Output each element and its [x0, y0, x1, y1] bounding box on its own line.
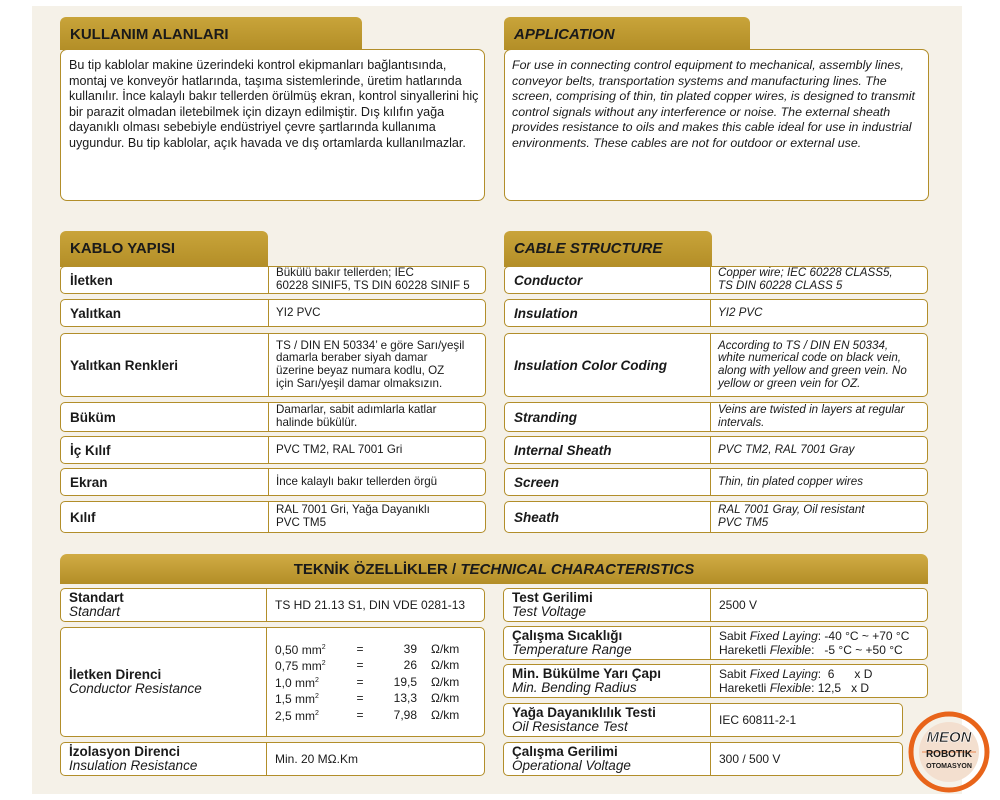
row-value: PVC TM2, RAL 7001 Gri [276, 442, 403, 456]
resistance-unit: Ω/km [431, 674, 460, 689]
row-label: Büküm [61, 403, 269, 431]
resistance-unit: Ω/km [431, 658, 460, 673]
resistance-value: 7,98 [393, 707, 417, 722]
logo-text-2: ROBOTIK [925, 749, 973, 760]
size-value: 0,50 [275, 642, 299, 657]
structure-tr-title: KABLO YAPISI [60, 231, 268, 267]
structure-tr-row [60, 402, 486, 432]
resistance-value: 19,5 [393, 674, 417, 689]
structure-tr-row [60, 333, 486, 397]
label-tr: Min. Bükülme Yarı Çapı [512, 666, 662, 681]
conductor-size [275, 657, 345, 673]
row-value: İnce kalaylı bakır tellerden örgü [276, 474, 438, 488]
row-label: Sheath [505, 502, 711, 532]
row-value: YI2 PVC [276, 305, 321, 319]
row-value: Copper wire; IEC 60228 CLASS5, TS DIN 60228 CLASS 5 [718, 266, 893, 292]
resistance-row [60, 627, 485, 737]
size-unit-sup: 2 [315, 676, 319, 684]
label-en: Conductor Resistance [69, 681, 202, 696]
resistance-table-row [275, 674, 484, 690]
row-value: Thin, tin plated copper wires [718, 474, 863, 488]
structure-en-title: CABLE STRUCTURE [504, 231, 712, 267]
usage-tr-text: Bu tip kablolar makine üzerindeki kontrol ekipmanları bağlantısında, montaj ve konveyör hatlarında, taşıma sistemlerinde, üretim hatlarında kullanılır. İnce kalaylı bakır tellerden örülmüş ekran, kontrol sinyallerini hiç bir parazit olmadan iletebilmek için dizayn edilmiştir. Dış kılıfın yağa dayanıklı olması sebebiyle endüstriyel çevre şartlarında kullanıma uygundur. Bu tip kablolar, açık havada ve dış ortamlarda kullanılmazlar. [69, 58, 479, 150]
row-label: Yalıtkan Renkleri [61, 334, 269, 396]
usage-en-text: For use in connecting control equipment to mechanical, assembly lines, conveyor belts, transportation systems and manufacturing lines. The screen, comprising of thin, tin plated copper wires, is designed to transmit control signals without any interference or noise. The external sheath provides resistance to oils and makes this cable ideal for use in industrial environments. These cables are not for outdoor or external use. [512, 58, 915, 150]
label-en: Standart [69, 604, 121, 619]
label-en: Operational Voltage [512, 758, 631, 773]
row-label: İç Kılıf [61, 437, 269, 463]
mode-tr: Sabit [719, 667, 747, 681]
row-label: Ekran [61, 469, 269, 495]
insulation-resistance-label [61, 743, 267, 775]
equals-sign: = [356, 641, 364, 656]
standard-value: TS HD 21.13 S1, DIN VDE 0281-13 [275, 598, 466, 612]
label-tr: Yağa Dayanıklılık Testi [512, 705, 656, 720]
logo-text-1: MEON [926, 729, 972, 746]
conductor-size [275, 690, 345, 706]
structure-en-row [504, 402, 928, 432]
size-unit-sup: 2 [321, 660, 326, 668]
size-unit: mm [301, 642, 322, 657]
row-value: Veins are twisted in layers at regular intervals. [718, 403, 905, 429]
label-en: Insulation Resistance [69, 758, 198, 773]
row-value: RAL 7001 Gri, Yağa Dayanıklı PVC TM5 [276, 503, 430, 529]
oil-test-label [504, 704, 711, 736]
resistance-unit: Ω/km [431, 707, 460, 722]
logo-text-3: OTOMASYON [926, 763, 972, 770]
size-unit-sup: 2 [315, 693, 319, 701]
row-label: Screen [505, 469, 711, 495]
resistance-table-row [275, 707, 484, 723]
usage-tr-title: KULLANIM ALANLARI [60, 17, 362, 50]
bending-row [503, 664, 928, 698]
resistance-table [275, 641, 484, 723]
structure-en-row [504, 299, 928, 327]
bending-values [711, 665, 927, 697]
row-label: Yalıtkan [61, 300, 269, 326]
label-en: Oil Resistance Test [512, 719, 628, 734]
mode-en: Fixed Laying [749, 667, 818, 681]
temperature-values [711, 627, 927, 659]
equals-sign: = [356, 707, 364, 722]
resistance-unit: Ω/km [431, 691, 460, 706]
resistance-table-row [275, 641, 484, 657]
size-value: 2,5 [275, 708, 292, 723]
size-unit: mm [295, 692, 316, 707]
mode-en: Fixed Laying [749, 629, 818, 643]
resistance-table-row [275, 657, 484, 673]
label-tr: İzolasyon Direnci [69, 744, 181, 759]
row-value: PVC TM2, RAL 7001 Gray [718, 442, 855, 456]
size-value: 1,5 [275, 692, 292, 707]
size-unit: mm [295, 708, 316, 723]
operating-voltage-value: 300 / 500 V [719, 752, 781, 766]
size-unit: mm [301, 659, 322, 674]
label-tr: Çalışma Gerilimi [512, 744, 618, 759]
standard-row [60, 588, 485, 622]
resistance-table-row [275, 690, 484, 706]
structure-en-row [504, 436, 928, 464]
insulation-resistance-value: Min. 20 MΩ.Km [275, 752, 358, 766]
label-tr: Standart [69, 590, 124, 605]
operating-voltage-label [504, 743, 711, 775]
row-label: Kılıf [61, 502, 269, 532]
temperature-row [503, 626, 928, 660]
standard-label [61, 589, 267, 621]
equals-sign: = [356, 691, 364, 706]
structure-en-row [504, 468, 928, 496]
conductor-size [275, 707, 345, 723]
label-tr: İletken Direnci [69, 667, 162, 682]
row-value: TS / DIN EN 50334’ e göre Sarı/yeşil damarla beraber siyah damar üzerine beyaz numara kodlu, OZ için Sarı/yeşil damar olmaksızın. [276, 338, 465, 390]
conductor-size [275, 641, 345, 657]
test-voltage-value: 2500 V [719, 598, 758, 612]
size-unit-sup: 2 [321, 643, 326, 651]
bending-flexible [719, 681, 927, 695]
insulation-resistance-row [60, 742, 485, 776]
size-value: 0,75 [275, 659, 299, 674]
resistance-value: 13,3 [393, 691, 417, 706]
usage-en-title: APPLICATION [504, 17, 750, 50]
resistance-label [61, 628, 267, 736]
resistance-value: 39 [403, 641, 417, 656]
label-tr: Test Gerilimi [512, 590, 593, 605]
row-label: Conductor [505, 267, 711, 293]
bending-label [504, 665, 711, 697]
bending-fixed-value: : 6 x D [817, 667, 873, 681]
conductor-size [275, 674, 345, 690]
resistance-value: 26 [403, 658, 417, 673]
row-label: Insulation [505, 300, 711, 326]
structure-tr-row [60, 266, 486, 294]
temperature-flexible-value: : -5 °C ~ +50 °C [811, 643, 903, 657]
structure-en-row [504, 501, 928, 533]
test-voltage-label [504, 589, 711, 621]
technical-title-tr: TEKNİK ÖZELLİKLER / [293, 560, 457, 578]
temperature-label [504, 627, 711, 659]
resistance-table-cell [267, 628, 484, 736]
size-unit-sup: 2 [315, 709, 319, 717]
structure-tr-row [60, 436, 486, 464]
oil-test-row [503, 703, 903, 737]
resistance-unit: Ω/km [431, 641, 460, 656]
label-en: Min. Bending Radius [512, 680, 637, 695]
label-tr: Çalışma Sıcaklığı [512, 628, 623, 643]
structure-tr-row [60, 468, 486, 496]
row-label: Stranding [505, 403, 711, 431]
row-label: Insulation Color Coding [505, 334, 711, 396]
row-value: Damarlar, sabit adımlarla katlar halinde bükülür. [276, 403, 437, 429]
mode-en: Flexible [769, 681, 812, 695]
row-label: İletken [61, 267, 269, 293]
equals-sign: = [356, 658, 364, 673]
size-unit: mm [295, 675, 316, 690]
bending-fixed [719, 667, 927, 681]
technical-title-en: TECHNICAL CHARACTERISTICS [460, 560, 695, 578]
structure-en-row [504, 333, 928, 397]
operating-voltage-row [503, 742, 903, 776]
row-value: According to TS / DIN EN 50334, white numerical code on black vein, along with yellow and green vein. No yellow or green vein for OZ. [718, 338, 907, 390]
temperature-fixed-value: : -40 °C ~ +70 °C [817, 629, 910, 643]
test-voltage-row [503, 588, 928, 622]
mode-tr: Hareketli [719, 681, 767, 695]
temperature-flexible [719, 643, 927, 657]
size-value: 1,0 [275, 675, 292, 690]
technical-title [60, 554, 928, 584]
equals-sign: = [356, 674, 364, 689]
structure-tr-row [60, 501, 486, 533]
bending-flexible-value: : 12,5 x D [811, 681, 870, 695]
row-value: YI2 PVC [718, 305, 763, 319]
label-en: Temperature Range [512, 642, 632, 657]
meon-robotik-logo [908, 708, 990, 794]
mode-tr: Hareketli [719, 643, 767, 657]
row-label: Internal Sheath [505, 437, 711, 463]
label-en: Test Voltage [512, 604, 587, 619]
row-value: Bükülü bakır tellerden; IEC 60228 SINIF5, TS DIN 60228 SINIF 5 [276, 266, 470, 292]
structure-en-row [504, 266, 928, 294]
row-value: RAL 7001 Gray, Oil resistant PVC TM5 [718, 503, 865, 529]
mode-tr: Sabit [719, 629, 747, 643]
mode-en: Flexible [769, 643, 812, 657]
structure-tr-row [60, 299, 486, 327]
temperature-fixed [719, 629, 927, 643]
oil-test-value: IEC 60811-2-1 [719, 713, 797, 727]
